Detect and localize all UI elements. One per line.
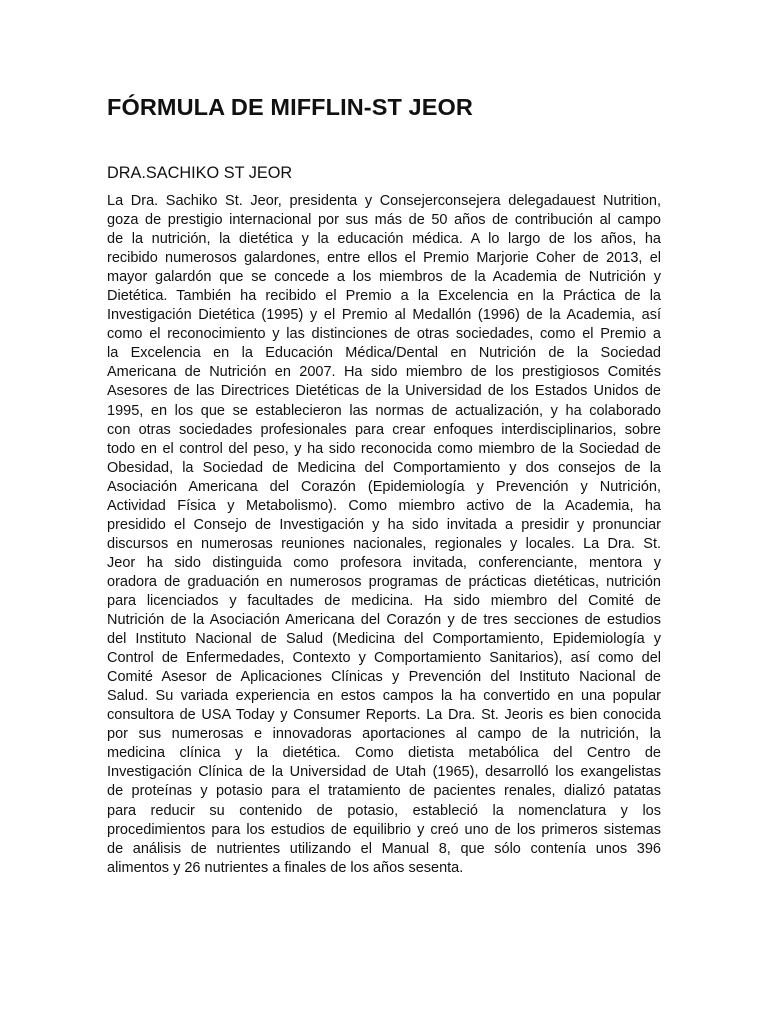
body-line: del Instituto Nacional de Salud (Medicina del Comportamiento, Epidemiología y bbox=[107, 631, 661, 648]
body-line: Asesores de las Directrices Dietéticas de la Universidad de los Estados Unidos de bbox=[107, 383, 661, 400]
body-line: de análisis de nutrientes utilizando el Manual 8, que sólo contenía unos 396 bbox=[107, 840, 661, 857]
document-page bbox=[107, 0, 661, 1024]
body-line: medicina clínica y la dietética. Como dietista metabólica del Centro de bbox=[107, 745, 661, 762]
body-line: todo en el control del peso, y ha sido reconocida como miembro de la Sociedad de bbox=[107, 440, 661, 457]
body-line: Control de Enfermedades, Contexto y Comportamiento Sanitarios), así como del bbox=[107, 650, 661, 667]
body-line: la Excelencia en la Educación Médica/Dental en Nutrición de la Sociedad bbox=[107, 345, 661, 362]
body-line: goza de prestigio internacional por sus más de 50 años de contribución al campo bbox=[107, 212, 661, 229]
body-line: con otras sociedades profesionales para crear enfoques interdisciplinarios, sobre bbox=[107, 421, 661, 438]
body-line: La Dra. Sachiko St. Jeor, presidenta y Consejerconsejera delegadauest Nutrition, bbox=[107, 193, 661, 209]
document-title: FÓRMULA DE MIFFLIN-ST JEOR bbox=[107, 94, 473, 120]
body-line: Investigación Dietética (1995) y el Premio al Medallón (1996) de la Academia, así bbox=[107, 307, 661, 324]
body-line: mayor galardón que se concede a los miembros de la Academia de Nutrición y bbox=[107, 269, 661, 286]
body-line: Asociación Americana del Corazón (Epidemiología y Prevención y Nutrición, bbox=[107, 478, 661, 495]
body-line: presidido el Consejo de Investigación y ha sido invitada a presidir y pronunciar bbox=[107, 516, 661, 533]
body-line: oradora de graduación en numerosos programas de prácticas dietéticas, nutrición bbox=[107, 573, 661, 590]
body-line: Actividad Física y Metabolismo). Como miembro activo de la Academia, ha bbox=[107, 497, 661, 514]
body-line: Dietética. También ha recibido el Premio a la Excelencia en la Práctica de la bbox=[107, 288, 661, 305]
body-line: 1995, en los que se establecieron las normas de actualización, y ha colaborado bbox=[107, 402, 661, 419]
section-heading: DRA.SACHIKO ST JEOR bbox=[107, 164, 293, 182]
body-line: Salud. Su variada experiencia en estos campos la ha convertido en una popular bbox=[107, 688, 661, 705]
body-line: alimentos y 26 nutrientes a finales de los años sesenta. bbox=[107, 859, 464, 876]
body-line: para reducir su contenido de potasio, estableció la nomenclatura y los bbox=[107, 802, 661, 819]
body-line: Americana de Nutrición en 2007. Ha sido miembro de los prestigiosos Comités bbox=[107, 364, 661, 381]
body-line: consultora de USA Today y Consumer Reports. La Dra. St. Jeoris es bien conocida bbox=[107, 707, 661, 724]
body-line: procedimientos para los estudios de equilibrio y creó uno de los primeros sistemas bbox=[107, 821, 661, 838]
body-line: Investigación Clínica de la Universidad de Utah (1965), desarrolló los exangelistas bbox=[107, 764, 661, 781]
body-line: discursos en numerosas reuniones nacionales, regionales y locales. La Dra. St. bbox=[107, 535, 661, 552]
body-line: Comité Asesor de Aplicaciones Clínicas y Prevención del Instituto Nacional de bbox=[107, 669, 661, 686]
body-line: Obesidad, la Sociedad de Medicina del Comportamiento y dos consejos de la bbox=[107, 459, 661, 476]
body-paragraph bbox=[107, 192, 661, 878]
body-line: para licenciados y facultades de medicina. Ha sido miembro del Comité de bbox=[107, 592, 661, 609]
body-line: por sus numerosas e innovadoras aportaciones al campo de la nutrición, la bbox=[107, 726, 661, 743]
body-line: de la nutrición, la dietética y la educación médica. A lo largo de los años, ha bbox=[107, 231, 661, 248]
body-line: Nutrición de la Asociación Americana del Corazón y de tres secciones de estudios bbox=[107, 612, 661, 629]
body-line: recibido numerosos galardones, entre ellos el Premio Marjorie Coher de 2013, el bbox=[107, 250, 661, 267]
body-line: de proteínas y potasio para el tratamiento de pacientes renales, dializó patatas bbox=[107, 783, 661, 800]
body-line: Jeor ha sido distinguida como profesora invitada, conferenciante, mentora y bbox=[107, 554, 661, 571]
body-line: como el reconocimiento y las distinciones de otras sociedades, como el Premio a bbox=[107, 326, 661, 343]
